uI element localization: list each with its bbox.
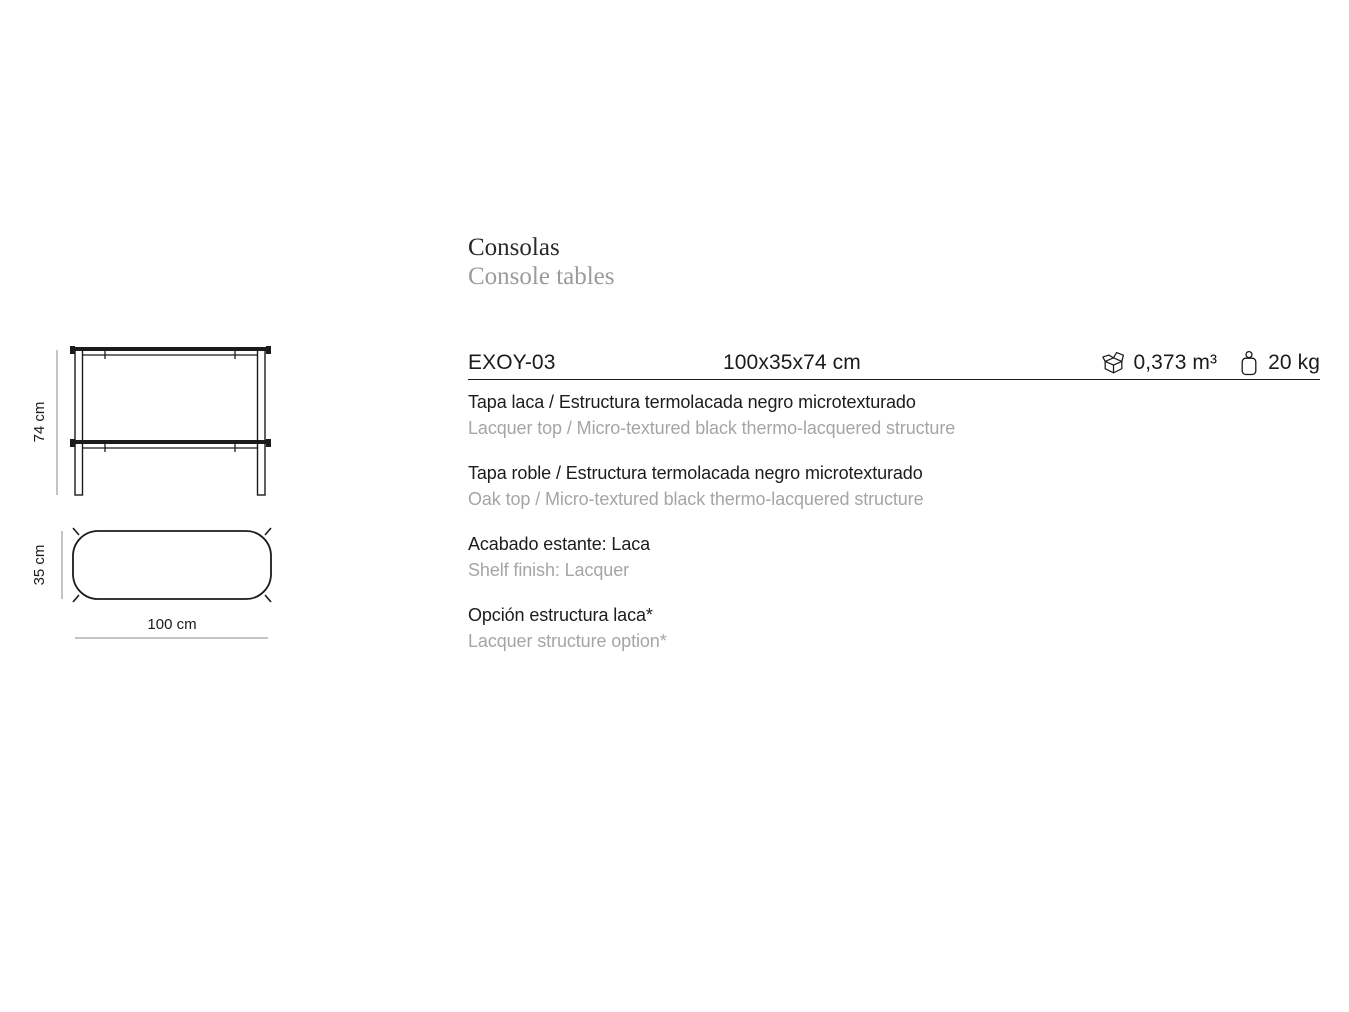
spec-text-en: Oak top / Micro-textured black thermo-lacquered structure <box>468 489 924 509</box>
leg-corner-tick <box>265 595 271 602</box>
volume-value: 0,373 m³ <box>1133 351 1218 374</box>
height-dimension-label: 74 cm <box>31 401 48 443</box>
table-leg-right <box>258 349 266 495</box>
spec-item-shelf-finish <box>468 531 1320 583</box>
spec-item-structure-option <box>468 602 1320 654</box>
shelf-endcap-left <box>70 439 75 447</box>
leg-corner-tick <box>73 528 79 535</box>
product-metrics <box>1101 350 1320 376</box>
table-leg-left <box>75 349 83 495</box>
spec-text-es: Acabado estante: Laca <box>468 534 651 554</box>
page-title-en: Console tables <box>468 263 615 290</box>
spec-text-es: Tapa roble / Estructura termolacada negro microtexturado <box>468 463 923 483</box>
spec-text-en: Shelf finish: Lacquer <box>468 560 629 580</box>
tabletop-outline <box>73 531 271 599</box>
product-dimensions: 100x35x74 cm <box>723 351 861 374</box>
leg-corner-tick <box>73 595 79 602</box>
tabletop-endcap-left <box>70 346 75 354</box>
page-title-es: Consolas <box>468 234 560 261</box>
package-box-icon <box>1101 351 1126 376</box>
shelf-bar <box>71 440 270 444</box>
spec-text-en: Lacquer top / Micro-textured black thermo-lacquered structure <box>468 418 956 438</box>
depth-dimension-label: 35 cm <box>31 544 48 586</box>
tabletop-bar <box>71 347 270 351</box>
spec-list <box>468 389 1320 673</box>
spec-text-es: Opción estructura laca* <box>468 605 653 625</box>
tabletop-endcap-right <box>266 346 271 354</box>
shelf-endcap-right <box>266 439 271 447</box>
leg-corner-tick <box>265 528 271 535</box>
top-view-drawing <box>30 520 280 650</box>
weight-icon <box>1239 350 1259 376</box>
width-dimension-label: 100 cm <box>147 616 197 633</box>
product-code: EXOY-03 <box>468 351 556 374</box>
front-view-drawing <box>30 340 280 505</box>
spec-item-top-oak <box>468 460 1320 512</box>
spec-item-top-lacquer <box>468 389 1320 441</box>
spec-text-en: Lacquer structure option* <box>468 631 667 651</box>
weight-value: 20 kg <box>1268 351 1320 374</box>
spec-text-es: Tapa laca / Estructura termolacada negro microtexturado <box>468 392 916 412</box>
page-title <box>468 233 615 291</box>
product-header-row <box>468 347 1320 380</box>
